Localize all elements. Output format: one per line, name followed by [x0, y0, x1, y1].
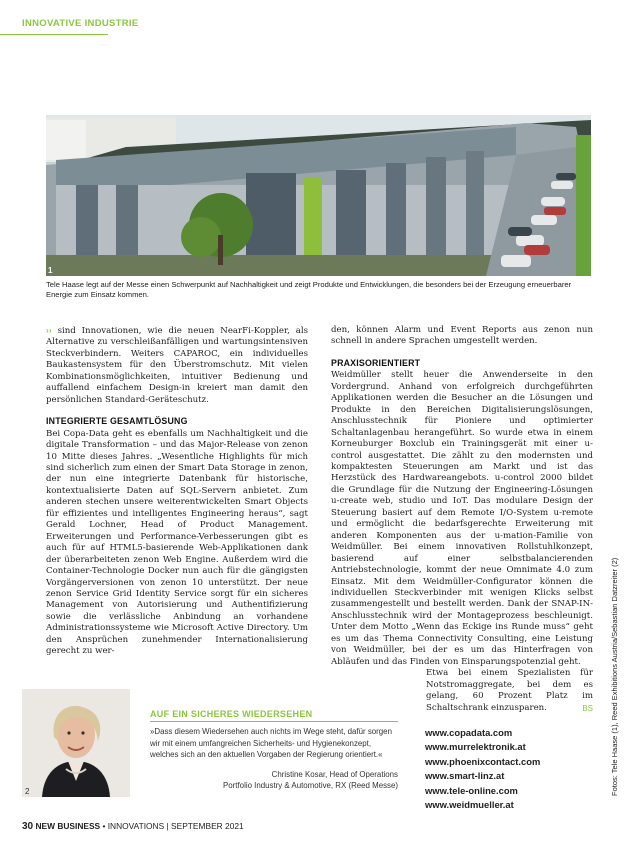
quote-text: »Dass diesem Wiedersehen auch nichts im Wege steht, dafür sorgen wir mit einem umfangreichen Sicherheits- und Hygienekonzept, welches sich an den aktuellen Vorgaben der Regierung orientiert.«: [150, 727, 392, 759]
section-tag: INNOVATIVE INDUSTRIE: [22, 18, 139, 29]
photo-number: 1: [48, 266, 53, 275]
building-illustration: [46, 115, 591, 276]
footer-section: INNOVATIONS: [107, 821, 165, 831]
footer-issue: SEPTEMBER 2021: [171, 821, 244, 831]
footer-separator: |: [166, 821, 169, 831]
quote-box: [150, 709, 398, 791]
author-signature: BS: [582, 703, 593, 713]
continuation-paragraph: den, können Alarm und Event Reports aus zenon nun schnell in andere Sprachen umgestellt werden.: [331, 325, 593, 347]
weidmueller-paragraph: Weidmüller stellt heuer die Anwenderseite in den Vordergrund. Anhand von erfolgreich durchgeführten Applikationen werden die Besucher an die Lösungen und Produkte in den Bereichen Digitalisierungslösungen, Anschlusstechnik für Pioniere und optimierter Schaltanlagenbau herangeführt. So wurde etwa in einem Korneuburger Boxclub ein Trainingsgerät mit einer u-control ausgestattet. Die zählt zu den modernsten und kompaktesten Steuerungen am Markt und ist das Herzstück des Hardwareangebots. u-control 2000 bildet die Grundlage für die Nutzung der Engineering-Lösungen u-create web, studio und IoT. Das modulare Design der Steuerung basiert auf dem Remote I/O-System u-remote und ermöglicht die bedarfsgerechte Erweiterung mit anderen Komponenten aus der u-mation-Familie von Weidmüller. Bei einem innovativen Rollstuhlkonzept, basierend auf einer selbstbalancierenden Antriebstechnologie, kommt der neue Omnimate 4.0 zum Einsatz. Mit dem Weidmüller-Configurator können die individuellen Steckverbinder mit wenigen Klicks selbst zusammengestellt und bestellt werden. Dank der SNAP-IN-Anschlusstechnik wird der Montageprozess beschleunigt. Unter dem Motto „Wenn das Eckige ins Runde muss“ geht es um das Thema Connectivity Consulting, eine Leistung von Weidmüller, bei der es um das Hinterfragen von Abläufen und das Finden von Einsparungspotenzial geht.: [331, 370, 593, 667]
heading-integrierte-gesamtloesung: INTEGRIERTE GESAMTLÖSUNG: [46, 416, 188, 427]
section-divider: [0, 34, 108, 35]
page-footer: [22, 821, 244, 832]
intro-text: sind Innovationen, wie die neuen NearFi-Koppler, als Alternative zu verschleißanfälligen und wartungsintensiven Steckverbindern. Weiters CAPAROC, ein individuelles Baukastensystem für den Überstromschutz. Mit vielen Kombinationsmöglichkeiten, intuitiver Bedienung und auffallend einfachem Design-in kreiert man damit den persönlichen Standard-Geräteschutz.: [46, 326, 308, 405]
quote-author: [150, 769, 398, 791]
portrait-photo: [22, 689, 130, 797]
page-number: 30: [22, 821, 34, 832]
photo-credit: Fotos: Tele Haase (1), Reed Exhibitions Austria/Sebastian Datzreiter (2): [610, 557, 619, 796]
copa-data-paragraph: Bei Copa-Data geht es ebenfalls um Nachhaltigkeit und die digitale Transformation – und das Major-Release von zenon 10 Mitte dieses Jahres. „Wesentliche Highlights für mich sind sicherlich zum einen der Smart Data Storage in zenon, der nun eine integrierte Datenbank für historische, kontextualisierte Daten auf SQL-Servern anbietet. Zum anderen stechen unsere weiterentwickelten Smart Objects für effizientes und intelligentes Engineering heraus“, sagt Gerald Lochner, Head of Product Management. Erweiterungen und Performance-Verbesserungen gibt es auch für auf HTML5-basierende Web-Applikationen dank der überarbeiteten zenon Web Engine. Außerdem wird die Container-Technologie Docker nun auch für die gängigsten Vorgängerversionen von zenon 10 unterstützt. Der neue zenon Service Grid Identity Service sorgt für ein sicheres Management von Autorisierung und Authentifizierung sowie die verlässliche Anbindung an vorhandene Administrationssysteme wie Microsoft Active Directory. Um den Ansprüchen zunehmender Internationalisierung gerecht zu wer-: [46, 428, 308, 657]
right-column: [331, 325, 593, 714]
link-phoenixcontact[interactable]: www.phoenixcontact.com: [425, 755, 541, 767]
quote-author-line1: Christine Kosar, Head of Operations: [271, 769, 398, 779]
closing-paragraph: [426, 668, 593, 714]
heading-praxisorientiert: PRAXISORIENTIERT: [331, 357, 421, 368]
link-tele-online[interactable]: www.tele-online.com: [425, 784, 518, 796]
quote-box-title: AUF EIN SICHERES WIEDERSEHEN: [150, 709, 313, 719]
footer-bullet: •: [102, 821, 106, 831]
left-column: [46, 325, 308, 658]
quote-author-line2: Portfolio Industry & Automotive, RX (Reed Messe): [223, 780, 398, 790]
quote-box-rule: [150, 721, 398, 722]
link-smart-linz[interactable]: www.smart-linz.at: [425, 770, 505, 782]
intro-paragraph: [46, 325, 308, 406]
link-murrelektronik[interactable]: www.murrelektronik.at: [425, 741, 526, 753]
portrait-illustration: [22, 689, 130, 797]
continuation-mark: ››: [46, 325, 52, 335]
link-copadata[interactable]: www.copadata.com: [425, 727, 513, 738]
link-weidmueller[interactable]: www.weidmueller.at: [425, 799, 514, 811]
portrait-number: 2: [25, 787, 30, 796]
photo-caption: Tele Haase legt auf der Messe einen Schwerpunkt auf Nachhaltigkeit und zeigt Produkte und Entwicklungen, die besonders bei der Erzeugung erneuerbarer Energie zum Einsatz kommen.: [46, 280, 572, 299]
closing-text: Etwa bei einem Spezialisten für Notstromaggregate, bei dem es gelang, 60 Prozent Platz im Schaltschrank einzusparen.: [426, 668, 593, 713]
magazine-brand: NEW BUSINESS: [35, 821, 101, 831]
links-list: [425, 726, 540, 812]
building-photo: [46, 115, 591, 276]
